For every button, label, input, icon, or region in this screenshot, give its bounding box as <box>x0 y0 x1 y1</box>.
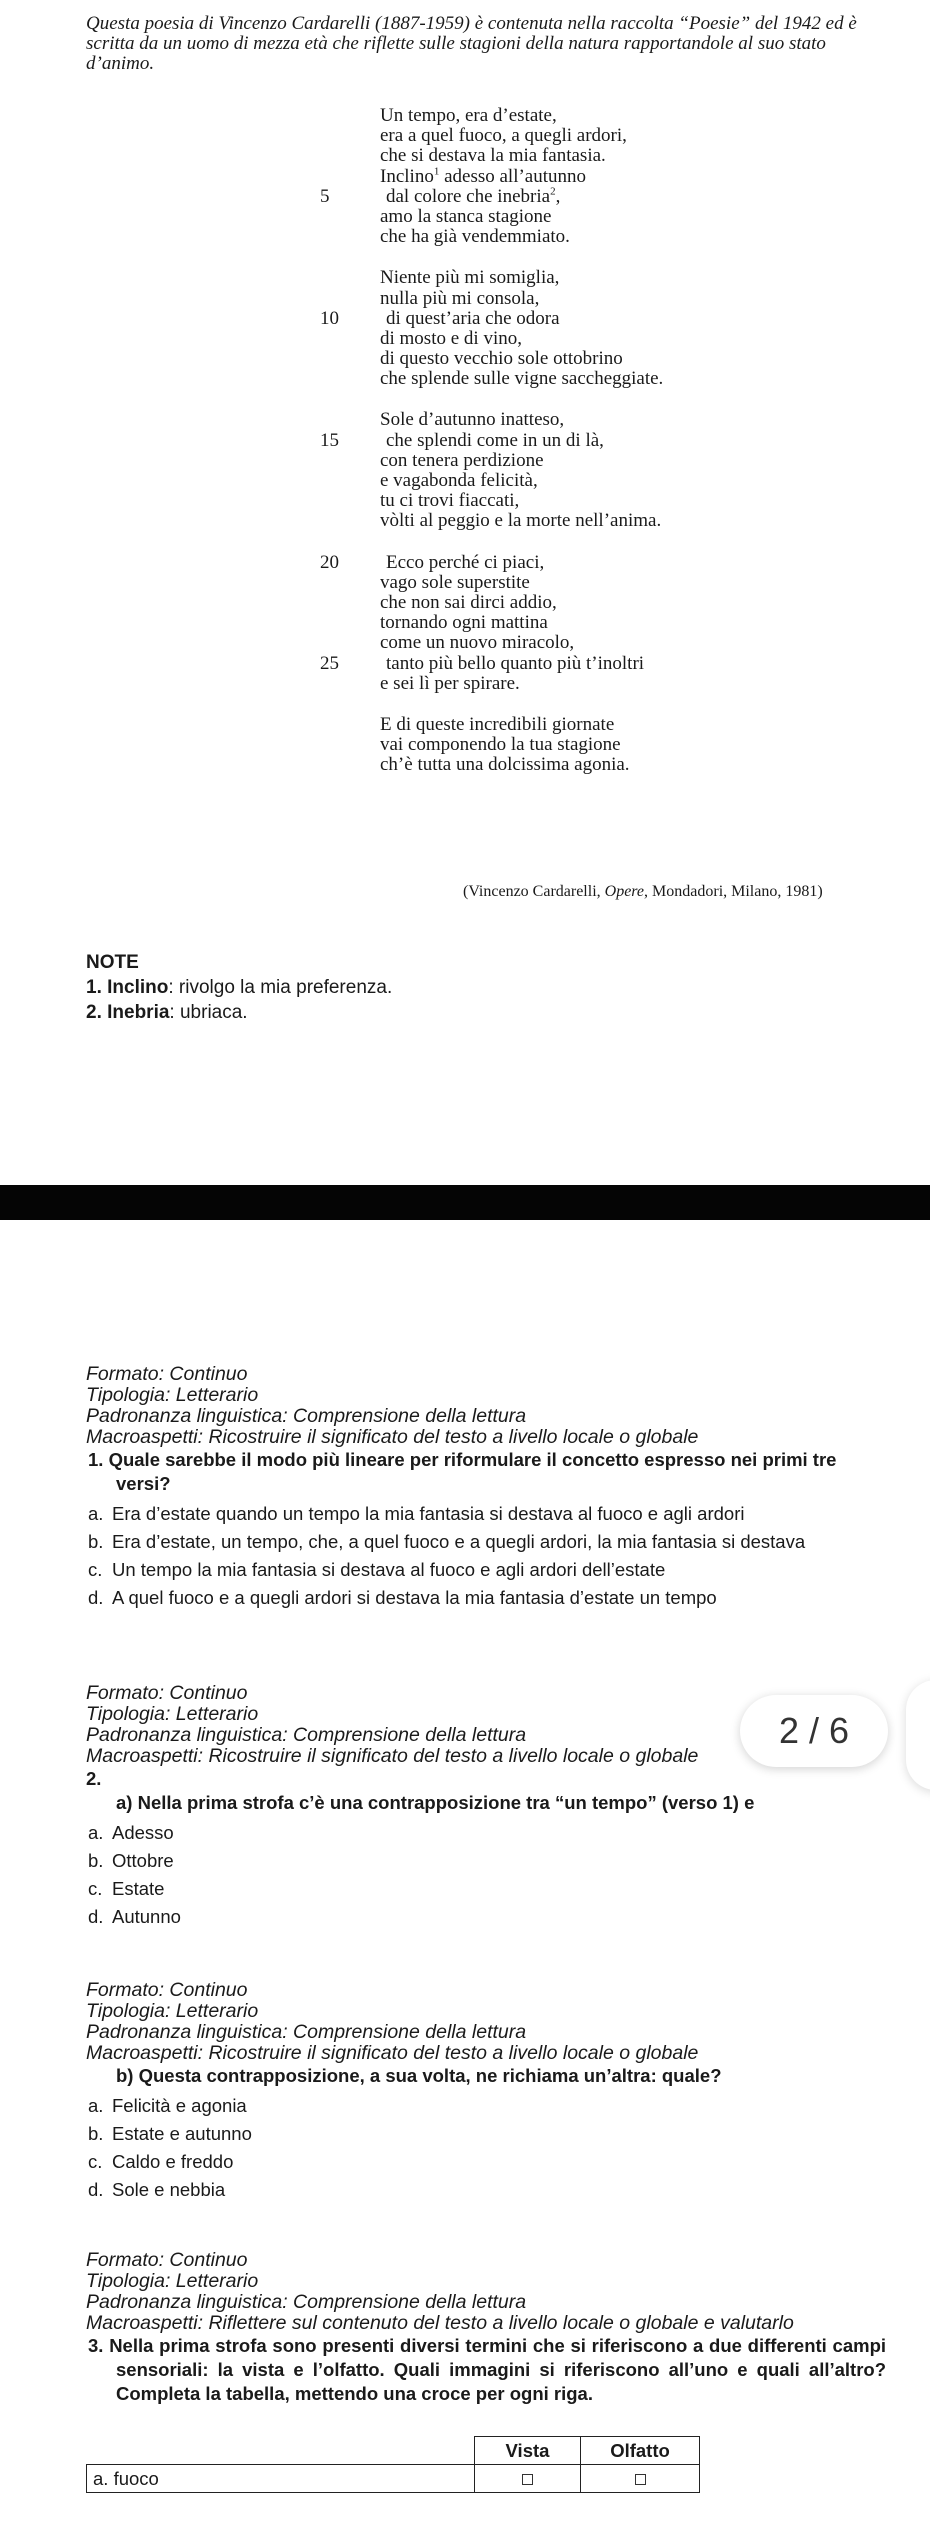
line-text-main: di mosto e di vino, <box>380 327 522 349</box>
footnote-marker: 1 <box>433 165 440 178</box>
poem-line <box>300 431 860 451</box>
note-item <box>86 975 392 1000</box>
line-text-main: vòlti al peggio e la morte nell’anima. <box>380 510 662 532</box>
poem-stanza <box>300 268 860 389</box>
question-prompt: Quale sarebbe il modo più lineare per riformulare il concetto espresso nei primi tre versi? <box>108 1449 837 1494</box>
poem-line <box>300 573 860 593</box>
poem-line <box>300 593 860 613</box>
checkbox-icon <box>522 2474 533 2485</box>
question-number: 2. <box>86 1768 102 1789</box>
line-text-main: nulla più mi consola, <box>380 287 540 309</box>
meta-macroaspetti: Macroaspetti: Ricostruire il significato del testo a livello locale o globale <box>86 1426 699 1448</box>
poem-line <box>300 309 860 329</box>
line-text <box>380 592 557 613</box>
footnote-marker: 2 <box>550 185 556 198</box>
poem-source <box>463 883 823 901</box>
poem-line <box>300 471 860 491</box>
line-number: 15 <box>320 429 339 451</box>
line-text <box>380 470 538 491</box>
line-text <box>380 430 604 451</box>
answer-option-b[interactable]: b. Era d’estate, un tempo, che, a quel fuoco e a quegli ardori, la mia fantasia si destava <box>88 1531 806 1552</box>
answer-option-b[interactable]: b. Estate e autunno <box>88 2123 252 2144</box>
line-text <box>380 510 661 531</box>
line-text-main: Sole d’autunno inatteso, <box>380 409 565 431</box>
poem-line <box>300 735 860 755</box>
row-label: a. fuoco <box>87 2465 475 2493</box>
meta-formato: Formato: Continuo <box>86 2249 248 2271</box>
question-1 <box>86 1364 886 1612</box>
line-text-main: Un tempo, era d’estate, <box>380 105 557 126</box>
line-text-main: era a quel fuoco, a quegli ardori, <box>380 125 627 147</box>
line-number: 10 <box>320 307 339 329</box>
poem-page <box>0 0 930 1185</box>
answer-options <box>86 1500 886 1612</box>
question-prompt: b) Questa contrapposizione, a sua volta, ne richiama un’altra: quale? <box>116 2065 722 2086</box>
line-text <box>380 754 630 775</box>
note-item <box>86 1000 392 1025</box>
line-text-main: che non sai dirci addio, <box>380 591 557 613</box>
poem-line <box>300 491 860 511</box>
poem-line <box>300 106 860 126</box>
line-text <box>380 186 560 207</box>
intro-text: Questa poesia di Vincenzo Cardarelli (1887-1959) è contenuta nella raccolta “Poesie” del 1942 ed è scritta da un uomo di mezza età che riflette sulle stagioni della natura rapportandole al suo stato d’animo. <box>86 13 857 74</box>
poem-line <box>300 654 860 674</box>
line-text <box>380 552 544 573</box>
poem-line <box>300 755 860 775</box>
note-term: 2. Inebria <box>86 1002 170 1023</box>
source-prefix: (Vincenzo Cardarelli, <box>463 883 605 900</box>
poem-line <box>300 167 860 187</box>
line-text-main: tornando ogni mattina <box>380 612 548 634</box>
line-text <box>380 490 519 511</box>
question-text <box>86 2334 886 2406</box>
meta-macroaspetti: Macroaspetti: Ricostruire il significato del testo a livello locale o globale <box>86 1745 699 1767</box>
line-text-main: di questo vecchio sole ottobrino <box>380 348 623 370</box>
line-text-main: vago sole superstite <box>380 571 530 593</box>
poem-stanza <box>300 106 860 247</box>
line-text-main: vai componendo la tua stagione <box>380 734 621 756</box>
poem-line <box>300 674 860 694</box>
poem-line <box>300 633 860 653</box>
answer-option-d[interactable]: d. Sole e nebbia <box>88 2179 226 2200</box>
meta-macroaspetti: Macroaspetti: Ricostruire il significato del testo a livello locale o globale <box>86 2042 699 2064</box>
checkbox-olfatto[interactable] <box>581 2465 700 2493</box>
poem-line <box>300 369 860 389</box>
line-text-main: e vagabonda felicità, <box>380 470 538 491</box>
note-definition: : ubriaca. <box>169 1002 248 1023</box>
line-number: 5 <box>320 185 330 207</box>
poem-line <box>300 511 860 531</box>
meta-tipologia: Tipologia: Letterario <box>86 2000 259 2022</box>
meta-formato: Formato: Continuo <box>86 1363 248 1385</box>
line-text <box>380 714 614 735</box>
poem-line <box>300 126 860 146</box>
meta-padronanza: Padronanza linguistica: Comprensione della lettura <box>86 2291 527 2313</box>
line-text <box>380 734 621 755</box>
line-text-main: Niente più mi somiglia, <box>380 267 560 289</box>
meta-padronanza: Padronanza linguistica: Comprensione della lettura <box>86 1724 527 1746</box>
answer-option-d[interactable]: d. Autunno <box>88 1906 181 1927</box>
line-text-main: ch’è tutta una dolcissima agonia. <box>380 754 630 776</box>
line-text <box>380 673 520 694</box>
question-prompt: Nella prima strofa sono presenti diversi termini che si riferiscono a due differenti campi sensoriali: la vista e l’olfatto. Quali immagini si riferiscono all’uno e quali all’altro? Completa la tabella, mettendo una croce per ogni riga. <box>109 2335 887 2404</box>
question-text <box>86 1448 886 1496</box>
line-text <box>380 409 564 430</box>
line-text <box>380 328 522 349</box>
line-text <box>380 226 570 247</box>
line-text-main: Ecco perché ci piaci, <box>386 551 545 573</box>
source-work-title: Opere <box>604 883 645 900</box>
answer-option-b[interactable]: b. Ottobre <box>88 1850 174 1871</box>
poem-line <box>300 715 860 735</box>
answer-option-c[interactable]: c. Un tempo la mia fantasia si destava al fuoco e agli ardori dell’estate <box>88 1559 666 1580</box>
meta-padronanza: Padronanza linguistica: Comprensione della lettura <box>86 1405 527 1427</box>
poem-line <box>300 146 860 166</box>
line-text <box>380 632 574 653</box>
line-text-main: tanto più bello quanto più t’inoltri <box>386 652 645 674</box>
line-text-main: che ha già vendemmiato. <box>380 226 570 248</box>
answer-option-a[interactable]: a. Era d’estate quando un tempo la mia fantasia si destava al fuoco e agli ardori <box>88 1503 745 1524</box>
line-text-main: tu ci trovi fiaccati, <box>380 490 520 512</box>
checkbox-icon <box>635 2474 646 2485</box>
answer-options <box>86 1819 886 1931</box>
line-text <box>380 288 539 309</box>
line-text-main: con tenera perdizione <box>380 449 544 471</box>
question-3 <box>86 2250 886 2406</box>
poem-line <box>300 410 860 430</box>
line-text <box>380 348 623 369</box>
line-text <box>380 572 530 593</box>
line-number: 25 <box>320 652 339 674</box>
poem-stanza <box>300 553 860 694</box>
page-separator-band <box>0 1185 930 1220</box>
line-text <box>380 653 644 674</box>
answer-option-c[interactable]: c. Caldo e freddo <box>88 2151 234 2172</box>
question-prompt: a) Nella prima strofa c’è una contrapposizione tra “un tempo” (verso 1) e <box>116 1792 755 1813</box>
notes-title: NOTE <box>86 952 139 973</box>
line-text-main: come un nuovo miracolo, <box>380 632 575 654</box>
line-text <box>380 145 606 166</box>
line-text <box>380 105 557 126</box>
table-header-vista: Vista <box>475 2437 581 2465</box>
question-2b <box>86 1980 886 2204</box>
table-row <box>87 2465 700 2493</box>
senses-table <box>86 2436 700 2493</box>
next-page-peek <box>906 1680 930 1790</box>
table-header-empty <box>87 2437 475 2465</box>
question-number: 3. <box>88 2335 104 2356</box>
answer-options <box>86 2092 886 2204</box>
poem-stanza <box>300 715 860 776</box>
line-text <box>380 267 559 288</box>
meta-formato: Formato: Continuo <box>86 1682 248 1704</box>
line-text-main: che si destava la mia fantasia. <box>380 145 606 167</box>
line-text <box>380 308 560 329</box>
poem-line <box>300 329 860 349</box>
line-text-main: dal colore che inebria <box>386 185 551 207</box>
table-header-row <box>87 2437 700 2465</box>
source-suffix: , Mondadori, Milano, 1981) <box>644 883 823 900</box>
line-text <box>380 612 548 633</box>
poem-line <box>300 207 860 227</box>
page-indicator: 2 / 6 <box>740 1695 888 1767</box>
poem <box>300 106 860 796</box>
poem-line <box>300 553 860 573</box>
poem-line <box>300 227 860 247</box>
table-header-olfatto: Olfatto <box>581 2437 700 2465</box>
line-text-tail: adesso all’autunno <box>439 165 587 187</box>
meta-tipologia: Tipologia: Letterario <box>86 1703 259 1725</box>
meta-tipologia: Tipologia: Letterario <box>86 2270 259 2292</box>
notes-section <box>86 950 392 1025</box>
line-text-main: di quest’aria che odora <box>386 307 560 329</box>
poem-line <box>300 349 860 369</box>
line-text-main: che splende sulle vigne saccheggiate. <box>380 368 664 390</box>
line-text-main: che splendi come in un di là, <box>386 429 604 451</box>
line-text <box>380 166 586 187</box>
note-term: 1. Inclino <box>86 977 169 998</box>
poem-line <box>300 187 860 207</box>
poem-line <box>300 289 860 309</box>
answer-option-a[interactable]: a. Felicità e agonia <box>88 2095 247 2116</box>
note-definition: : rivolgo la mia preferenza. <box>168 977 393 998</box>
question-number: 1. <box>88 1449 104 1470</box>
poem-stanza <box>300 410 860 531</box>
line-text <box>380 450 544 471</box>
poem-line <box>300 613 860 633</box>
meta-macroaspetti: Macroaspetti: Riflettere sul contenuto del testo a livello locale o globale e valutarlo <box>86 2312 794 2334</box>
line-text-main: amo la stanca stagione <box>380 205 552 227</box>
answer-option-a[interactable]: a. Adesso <box>88 1822 174 1843</box>
line-text-tail: , <box>555 185 561 207</box>
answer-option-c[interactable]: c. Estate <box>88 1878 165 1899</box>
line-number: 20 <box>320 551 339 573</box>
line-text <box>380 206 551 227</box>
line-text <box>380 368 663 389</box>
line-text <box>380 125 627 146</box>
checkbox-vista[interactable] <box>475 2465 581 2493</box>
line-text-main: e sei lì per spirare. <box>380 672 520 694</box>
meta-tipologia: Tipologia: Letterario <box>86 1384 259 1406</box>
meta-padronanza: Padronanza linguistica: Comprensione della lettura <box>86 2021 527 2043</box>
answer-option-d[interactable]: d. A quel fuoco e a quegli ardori si destava la mia fantasia d’estate un tempo <box>88 1587 717 1608</box>
line-text-main: E di queste incredibili giornate <box>380 713 615 735</box>
poem-line <box>300 451 860 471</box>
poem-line <box>300 268 860 288</box>
meta-formato: Formato: Continuo <box>86 1979 248 2001</box>
line-text-main: Inclino <box>380 165 434 187</box>
